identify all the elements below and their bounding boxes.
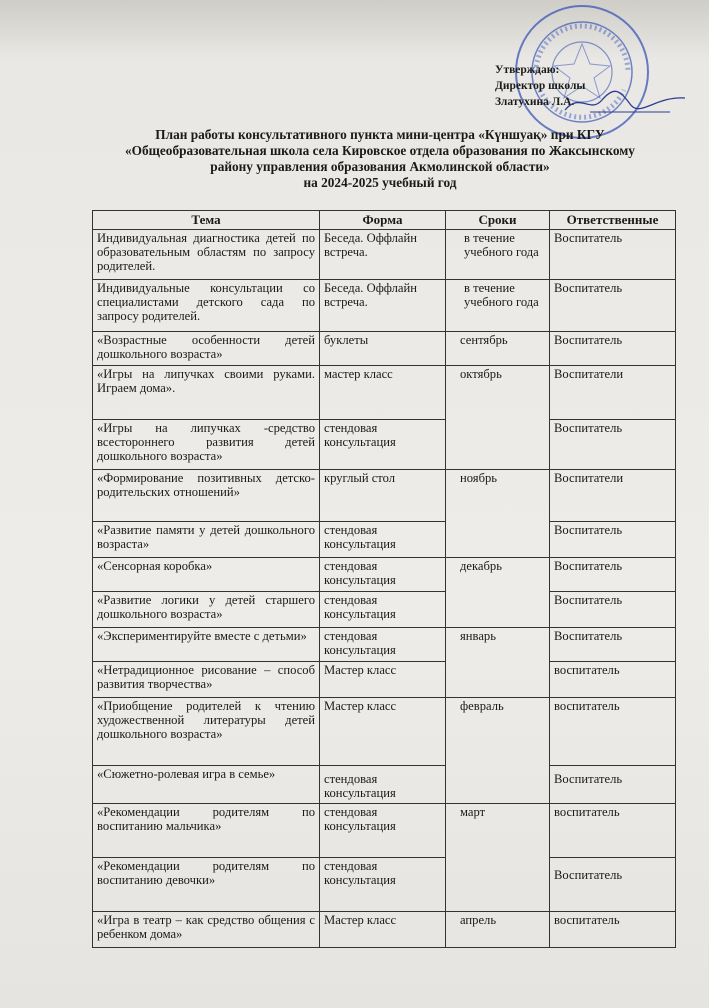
cell-term: февраль — [446, 698, 550, 804]
cell-topic: «Игры на липучках своими руками. Играем дома». — [93, 366, 320, 420]
cell-topic: Индивидуальные консультации со специалистами детского сада по запросу родителей. — [93, 280, 320, 332]
cell-responsible: воспитатель — [550, 912, 676, 948]
cell-form: стендовая консультация — [320, 766, 446, 804]
document-title — [80, 127, 680, 191]
cell-topic: «Приобщение родителей к чтению художественной литературы детей дошкольного возраста» — [93, 698, 320, 766]
cell-form: буклеты — [320, 332, 446, 366]
cell-topic: «Нетрадиционное рисование – способ развития творчества» — [93, 662, 320, 698]
cell-topic: «Игры на липучках -средство всестороннего развития детей дошкольного возраста» — [93, 420, 320, 470]
cell-term: ноябрь — [446, 470, 550, 558]
table-row — [93, 332, 676, 366]
table-row — [93, 420, 676, 470]
cell-responsible: Воспитатель — [550, 592, 676, 628]
cell-topic: «Сюжетно-ролевая игра в семье» — [93, 766, 320, 804]
table-header-row — [93, 211, 676, 230]
cell-form: стендовая консультация — [320, 592, 446, 628]
cell-term: в течение учебного года — [446, 280, 550, 332]
approval-line-3: Златухина Л.А. — [495, 96, 575, 108]
table-row — [93, 366, 676, 420]
cell-topic: «Развитие памяти у детей дошкольного возраста» — [93, 522, 320, 558]
cell-term: сентябрь — [446, 332, 550, 366]
table-row — [93, 470, 676, 522]
table-row — [93, 230, 676, 280]
cell-responsible: Воспитатель — [550, 280, 676, 332]
cell-form: стендовая консультация — [320, 628, 446, 662]
cell-form: Беседа. Оффлайн встреча. — [320, 230, 446, 280]
cell-topic: «Рекомендации родителям по воспитанию мальчика» — [93, 804, 320, 858]
cell-form: Мастер класс — [320, 662, 446, 698]
cell-term: январь — [446, 628, 550, 698]
cell-responsible: Воспитатели — [550, 366, 676, 420]
table-row — [93, 662, 676, 698]
cell-form: стендовая консультация — [320, 858, 446, 912]
work-plan-table — [92, 210, 676, 948]
cell-topic: «Сенсорная коробка» — [93, 558, 320, 592]
cell-term: декабрь — [446, 558, 550, 628]
table-row — [93, 522, 676, 558]
table-row — [93, 912, 676, 948]
cell-topic: «Формирование позитивных детско-родительских отношений» — [93, 470, 320, 522]
table-row — [93, 858, 676, 912]
table-row — [93, 698, 676, 766]
table-row — [93, 804, 676, 858]
title-line-1: План работы консультативного пункта мини-центра «Күншуақ» при КГУ — [155, 127, 605, 142]
approval-line-1: Утверждаю: — [495, 64, 560, 76]
cell-term: октябрь — [446, 366, 550, 470]
cell-responsible: воспитатель — [550, 804, 676, 858]
cell-topic: Индивидуальная диагностика детей по образовательным областям по запросу родителей. — [93, 230, 320, 280]
table-row — [93, 280, 676, 332]
cell-form: Беседа. Оффлайн встреча. — [320, 280, 446, 332]
cell-responsible: Воспитатель — [550, 628, 676, 662]
table-row — [93, 592, 676, 628]
header-topic: Тема — [93, 211, 320, 230]
cell-topic: «Рекомендации родителям по воспитанию девочки» — [93, 858, 320, 912]
cell-term: март — [446, 804, 550, 912]
cell-form: Мастер класс — [320, 698, 446, 766]
cell-form: стендовая консультация — [320, 420, 446, 470]
cell-form: стендовая консультация — [320, 522, 446, 558]
cell-responsible: Воспитатель — [550, 766, 676, 804]
title-line-2: «Общеобразовательная школа села Кировское отдела образования по Жаксынскому — [125, 143, 635, 158]
cell-responsible: Воспитатель — [550, 420, 676, 470]
cell-responsible: воспитатель — [550, 662, 676, 698]
cell-term: в течение учебного года — [446, 230, 550, 280]
cell-responsible: воспитатель — [550, 698, 676, 766]
cell-form: Мастер класс — [320, 912, 446, 948]
title-line-3: району управления образования Акмолинской области» — [210, 159, 550, 174]
approval-line-2: Директор школы — [495, 80, 586, 92]
cell-responsible: Воспитатели — [550, 470, 676, 522]
table-row — [93, 628, 676, 662]
cell-form: стендовая консультация — [320, 558, 446, 592]
cell-topic: «Возрастные особенности детей дошкольного возраста» — [93, 332, 320, 366]
cell-form: мастер класс — [320, 366, 446, 420]
cell-responsible: Воспитатель — [550, 522, 676, 558]
cell-responsible: Воспитатель — [550, 558, 676, 592]
cell-topic: «Экспериментируйте вместе с детьми» — [93, 628, 320, 662]
table-row — [93, 766, 676, 804]
header-form: Форма — [320, 211, 446, 230]
cell-term: апрель — [446, 912, 550, 948]
cell-responsible: Воспитатель — [550, 230, 676, 280]
cell-form: стендовая консультация — [320, 804, 446, 858]
cell-responsible: Воспитатель — [550, 858, 676, 912]
cell-topic: «Развитие логики у детей старшего дошкольного возраста» — [93, 592, 320, 628]
header-responsible: Ответственные — [550, 211, 676, 230]
table-row — [93, 558, 676, 592]
cell-form: круглый стол — [320, 470, 446, 522]
title-line-4: на 2024-2025 учебный год — [303, 175, 457, 190]
cell-topic: «Игра в театр – как средство общения с ребенком дома» — [93, 912, 320, 948]
header-term: Сроки — [446, 211, 550, 230]
director-signature — [560, 82, 690, 122]
cell-responsible: Воспитатель — [550, 332, 676, 366]
